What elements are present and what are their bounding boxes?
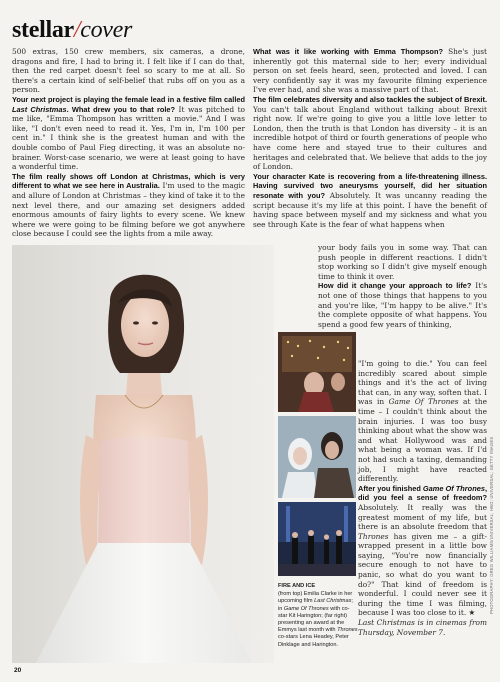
answer-text: You can't talk about England without talking about Brexit right now. If we're going to give you a little love letter to London, then the truth is that London has diversity – it is an incredible hotpot of third or fourth generations of people who have come here and stayed true to their cultures and heritages and celebrated that. We believe that adds to the joy of London. — [253, 104, 487, 172]
question: What was it like working with Emma Thompson? — [253, 47, 443, 56]
film-title: Last Christmas — [12, 104, 67, 114]
right-eye-shape — [152, 321, 158, 324]
paragraph — [253, 95, 487, 172]
paragraph — [318, 281, 487, 329]
body-text: at the time – I couldn't think about the brain injuries. I was too busy thinking about what the show was and what Hollywood was and what being a woman was. If I'd not had such a taxing, demanding job, I might have reacted differently. — [358, 397, 487, 484]
question-text: After you finished — [358, 483, 423, 493]
show-title: Game Of Thrones — [283, 605, 329, 612]
portrait-illustration — [12, 245, 274, 663]
last-christmas-still-photo — [278, 332, 356, 412]
face-shape — [121, 293, 169, 357]
answer-text: Absolutely. It was uncanny reading the script because it's my life at this point. I have the benefit of having space between myself and my sickness and what you see through Kate is the fear of what happens when — [253, 190, 487, 229]
film-title: Last Christmas — [358, 618, 415, 628]
right-lower-text — [318, 243, 487, 329]
caption-text: ; in — [278, 598, 353, 612]
answer-text: Absolutely. It really was the greatest moment of my life, but there is an absolute freedom that — [358, 502, 487, 532]
photo-credit: PHOTOGRAPHY: GREG WILLIAMS/UNIVERSAL; HBO; UNIVERSAL; GETTY IMAGES — [489, 436, 494, 614]
paragraph — [12, 95, 245, 172]
caption-text: with co-star Kit Harington; (far right) presenting an award at the Emmys last month with — [278, 605, 350, 634]
answer-text: has given me – a gift-wrapped present in a little bow saying, "You're now financially secure enough to not have to panic, so what do you want to do?" That kind of freedom is wonderful. I could never see it during the time I was filming, because I was too close to it. ★ — [358, 531, 487, 618]
show-title: Thrones — [358, 531, 389, 541]
body-text: "I'm going to die." You can feel incredibly scared about simple things and it's the act of living that can, in any way, soften that. I was in — [358, 359, 487, 407]
answer-text: It's not one of those things that happens to you and you're like, "I'm happy to be alive." It's the complete opposite of what happens. You spend a good few years of thinking, — [318, 281, 487, 329]
paragraph — [253, 47, 487, 95]
right-text-column — [253, 47, 487, 229]
paragraph — [358, 484, 487, 618]
question: Your character Kate is recovering from a life-threatening illness. Having survived two aneurysms yourself, did her situation resonate with you? — [253, 171, 487, 200]
body-text: your body fails you in some way. That can push people in different reactions. I didn't stop working so I didn't give myself enough time to think it over. — [318, 243, 487, 281]
photo-caption — [278, 583, 358, 649]
question-text: , did you feel a sense of freedom? — [358, 483, 487, 503]
show-title: Game Of Thrones — [388, 397, 459, 407]
portrait-photo — [12, 245, 274, 663]
caption-text: (from top) Emilia Clarke in her upcoming film — [278, 591, 353, 605]
paragraph — [253, 172, 487, 230]
body-text: 500 extras, 150 crew members, six cameras, a drone, dragons and fire, I had to bring it. I felt like if I can do that, then the red carpet doesn't feel so scary to me at all. So there's a certain kind of self-belief that rubs off on you as a person. — [12, 47, 245, 95]
skirt-shape — [36, 543, 252, 663]
question: How did it change your approach to life? — [318, 281, 472, 291]
left-eye-shape — [133, 321, 139, 324]
film-title: Last Christmas — [314, 598, 352, 605]
question-text: . What drew you to that role? — [66, 104, 176, 114]
show-title: Game Of Thrones — [422, 483, 485, 493]
question: The film celebrates diversity and also tackles the subject of Brexit. — [253, 94, 487, 104]
emmys-stage-photo — [278, 502, 356, 576]
section-name: cover — [80, 17, 133, 43]
question-text: Your next project is playing the female lead in a festive film called — [12, 94, 245, 104]
section-header — [12, 18, 132, 42]
left-text-column — [12, 47, 245, 239]
paragraph — [12, 47, 245, 95]
paragraph — [358, 359, 487, 484]
question: The film really shows off London at Christmas, which is very different to what we see here in Australia. — [12, 171, 245, 191]
paragraph — [12, 172, 245, 239]
brand-name: stellar — [12, 17, 74, 43]
bodice-shape — [98, 437, 190, 546]
answer-text: It was pitched to me like, "Emma Thompson has written a movie." And I was like, "I don't even need to read it. Yes, I'm in, I'm 100 per cent in." I think she is the greatest human and with the double combo of Paul Fieg directing, it was an absolute no-brainer. Worst-case scenario, we were at least going to have a wonderful time. — [12, 104, 245, 172]
page-number: 20 — [14, 667, 22, 674]
caption-text: co-stars Lena Headey, Peter Dinklage and Harington. — [278, 634, 349, 648]
caption-heading: FIRE AND ICE — [278, 583, 316, 589]
right-narrow-text — [358, 359, 487, 637]
game-of-thrones-still-photo — [278, 416, 356, 498]
thumb-illustration — [278, 502, 356, 576]
thumb-illustration — [278, 332, 356, 412]
answer-text: I'm used to the magic and allure of London at Christmas – they kind of take it to the next level there, and our amazing set designers added enormous amounts of fairy lights to every scene. We knew where we were going to be filming before we got anywhere close because I could see the lights from a mile away. — [12, 181, 245, 239]
answer-text: She's just inherently got this maternal side to her; every individual person on set feels heard, seen, protected and loved. I can very confidently say it was my favourite filming experience I've ever had, and she was a massive part of that. — [253, 47, 487, 95]
question — [358, 484, 487, 503]
show-title: Thrones — [337, 627, 358, 634]
release-note — [358, 618, 487, 637]
paragraph — [318, 243, 487, 281]
header-slash: / — [73, 17, 81, 43]
release-text: is in cinemas from Thursday, November 7. — [358, 618, 487, 637]
thumb-illustration — [278, 416, 356, 498]
